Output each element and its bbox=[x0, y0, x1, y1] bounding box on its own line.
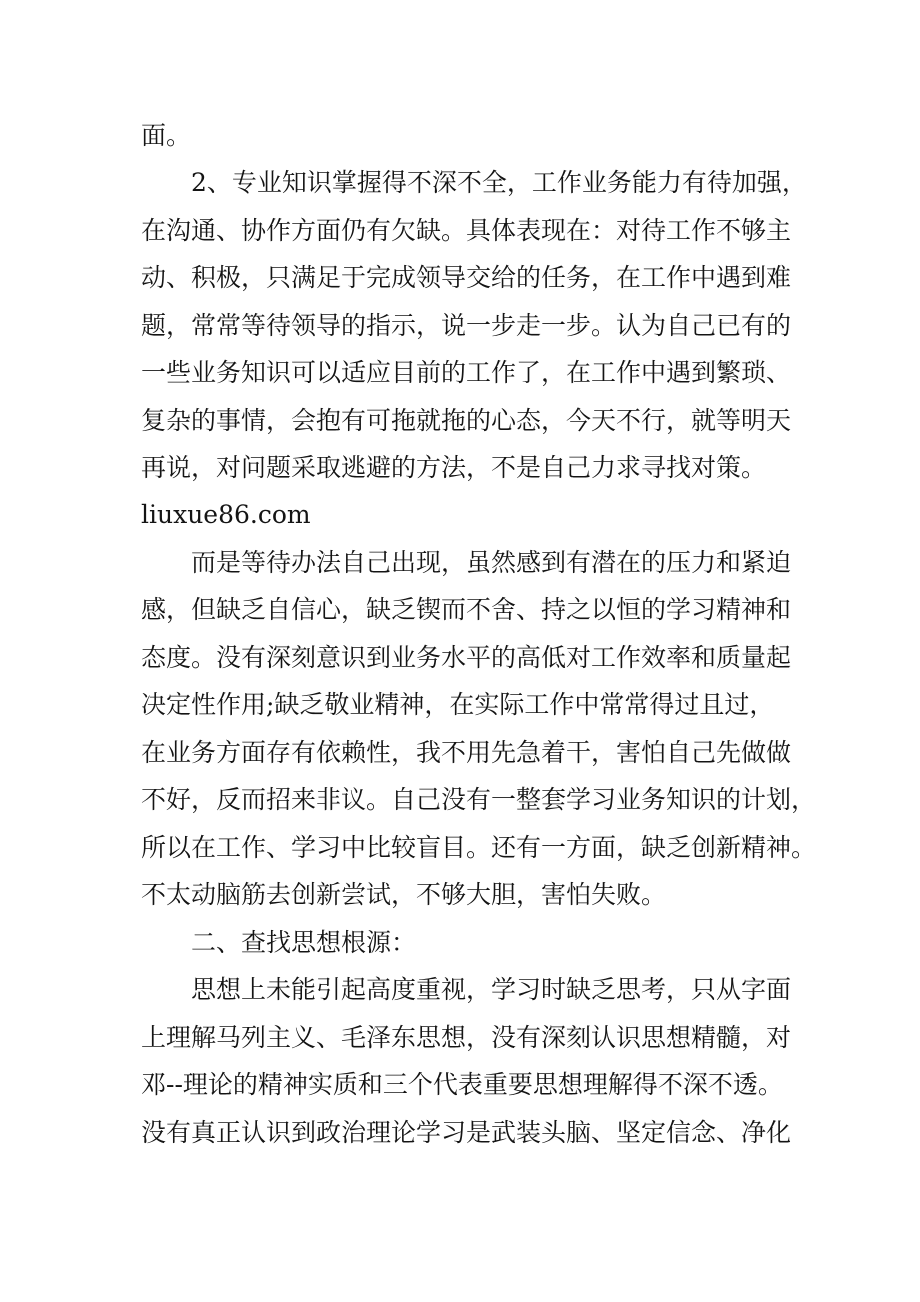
text-line: 再说，对问题采取逃避的方法，不是自己力求寻找对策。 bbox=[141, 453, 767, 482]
text-line: 而是等待办法自己出现，虽然感到有潜在的压力和紧迫 bbox=[191, 548, 792, 577]
text-line: 思想上未能引起高度重视，学习时缺乏思考，只从字面 bbox=[191, 975, 792, 1004]
text-line: 面。 bbox=[141, 121, 192, 150]
text-line: 2、专业知识掌握得不深不全，工作业务能力有待加强， bbox=[191, 168, 807, 197]
text-line: 态度。没有深刻意识到业务水平的高低对工作效率和质量起 bbox=[141, 643, 792, 672]
text-line: 在业务方面存有依赖性，我不用先急着干，害怕自己先做做 bbox=[141, 738, 792, 767]
text-line: 感，但缺乏自信心，缺乏锲而不舍、持之以恒的学习精神和 bbox=[141, 595, 792, 624]
text-line: 在沟通、协作方面仍有欠缺。具体表现在：对待工作不够主 bbox=[141, 216, 792, 245]
text-line: 邓--理论的精神实质和三个代表重要思想理解得不深不透。 bbox=[141, 1070, 783, 1099]
text-line: 决定性作用;缺乏敬业精神，在实际工作中常常得过且过， bbox=[141, 690, 775, 719]
text-line: 没有真正认识到政治理论学习是武装头脑、坚定信念、净化 bbox=[141, 1118, 792, 1147]
text-line: 复杂的事情，会抱有可拖就拖的心态，今天不行，就等明天 bbox=[141, 406, 792, 435]
text-line: 一些业务知识可以适应目前的工作了，在工作中遇到繁琐、 bbox=[141, 358, 792, 387]
text-line: 不太动脑筋去创新尝试，不够大胆，害怕失败。 bbox=[141, 880, 667, 909]
watermark-text: liuxue86.com bbox=[141, 500, 311, 529]
text-line: 动、积极，只满足于完成领导交给的任务，在工作中遇到难 bbox=[141, 263, 792, 292]
section-heading: 二、查找思想根源： bbox=[191, 928, 417, 957]
text-line: 所以在工作、学习中比较盲目。还有一方面，缺乏创新精神。 bbox=[141, 833, 817, 862]
text-line: 不好，反而招来非议。自己没有一整套学习业务知识的计划， bbox=[141, 785, 817, 814]
text-line: 上理解马列主义、毛泽东思想，没有深刻认识思想精髓，对 bbox=[141, 1023, 792, 1052]
text-line: 题，常常等待领导的指示，说一步走一步。认为自己已有的 bbox=[141, 311, 792, 340]
